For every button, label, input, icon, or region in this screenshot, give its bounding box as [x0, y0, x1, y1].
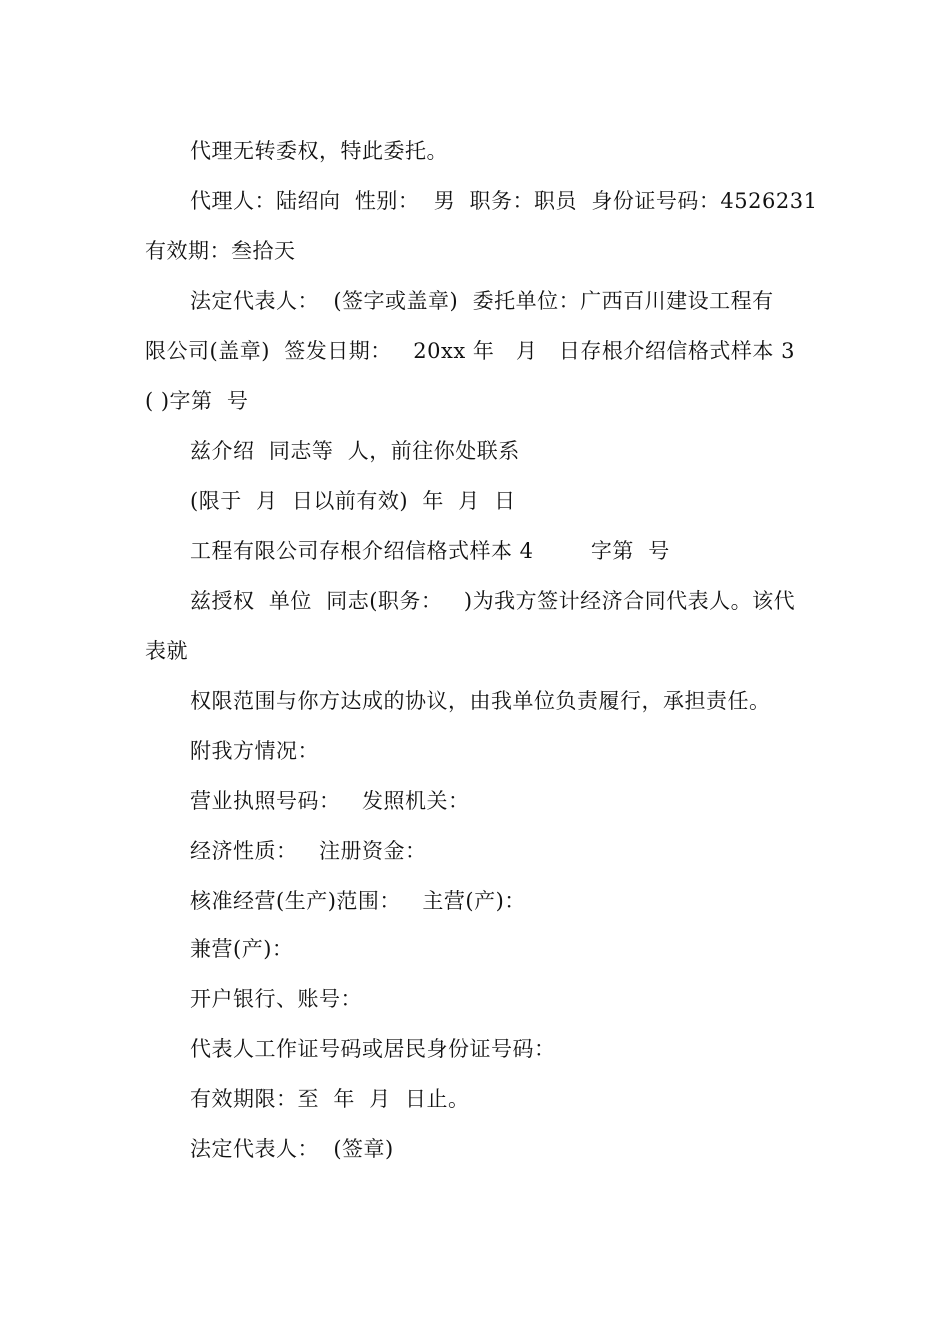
- text-line-17: 兼营(产)：: [190, 937, 294, 961]
- text-line-15: 经济性质： 注册资金：: [190, 839, 427, 863]
- text-line-2: 代理人：陆绍向 性别： 男 职务：职员 身份证号码：4526231: [190, 189, 818, 213]
- text-line-12: 权限范围与你方达成的协议，由我单位负责履行，承担责任。: [190, 689, 771, 713]
- text-line-3: 有效期：叁拾天: [145, 239, 296, 263]
- text-line-9: 工程有限公司存根介绍信格式样本 4 字第 号: [190, 539, 670, 563]
- text-line-18: 开户银行、账号：: [190, 987, 362, 1011]
- text-line-21: 法定代表人： (签章): [190, 1137, 394, 1161]
- text-line-6: ( )字第 号: [145, 389, 249, 413]
- text-line-13: 附我方情况：: [190, 739, 319, 763]
- text-line-4: 法定代表人： (签字或盖章) 委托单位：广西百川建设工程有: [190, 289, 774, 313]
- text-line-1: 代理无转委权，特此委托。: [190, 139, 448, 163]
- text-line-19: 代表人工作证号码或居民身份证号码：: [190, 1037, 556, 1061]
- text-line-20: 有效期限：至 年 月 日止。: [190, 1087, 470, 1111]
- text-line-14: 营业执照号码： 发照机关：: [190, 789, 470, 813]
- text-line-5: 限公司(盖章) 签发日期： 20xx 年 月 日存根介绍信格式样本 3: [145, 339, 795, 363]
- text-line-7: 兹介绍 同志等 人，前往你处联系: [190, 439, 520, 463]
- text-line-11: 表就: [145, 639, 188, 663]
- text-line-16: 核准经营(生产)范围： 主营(产)：: [190, 889, 526, 913]
- text-line-8: (限于 月 日以前有效) 年 月 日: [190, 489, 516, 513]
- text-line-10: 兹授权 单位 同志(职务： )为我方签计经济合同代表人。该代: [190, 589, 796, 613]
